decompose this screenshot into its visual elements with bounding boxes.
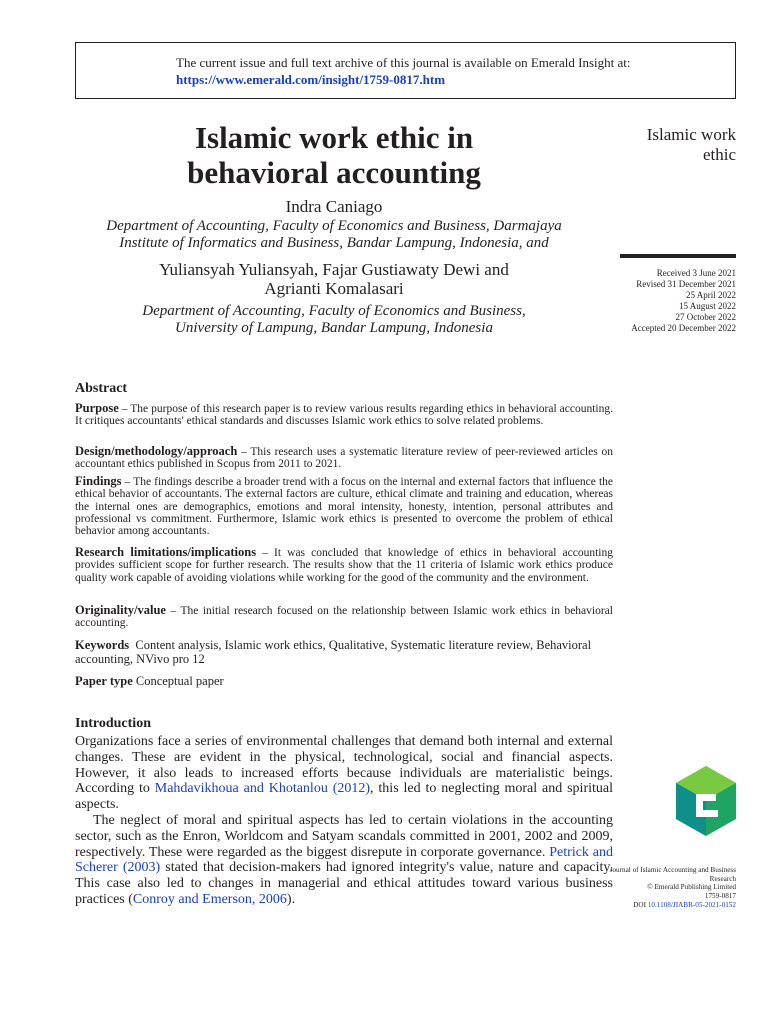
paper-title: [75, 120, 593, 190]
divider-rule: [620, 254, 736, 258]
citation-petrick-link[interactable]: Petrick and Scherer (2003): [75, 844, 613, 876]
introduction-heading: Introduction: [75, 716, 151, 731]
journal-copyright: © Emerald Publishing Limited: [647, 883, 736, 892]
running-head-line-2: ethic: [702, 145, 736, 164]
doi-link[interactable]: 10.1108/JIABR-05-2021-0152: [647, 900, 736, 909]
findings-text: – The findings describe a broader trend with a focus on the internal and external factors that influence the ethical behavior of accountants. The external factors are culture, ethical climate and training and education, whereas the internal ones are demographics, emotions and moral intensity, honesty, intention, personal attributes and professional vs commitment. Furthermore, Islamic work ethics is presented to overcome the problem of ethical behavior among accountants.: [75, 476, 613, 538]
date-revised: Revised 31 December 2021: [636, 278, 736, 289]
title-line-1: Islamic work ethic in: [194, 120, 474, 155]
design-label: Design/methodology/approach: [75, 444, 238, 458]
abstract-heading: Abstract: [75, 381, 128, 396]
doi-label: DOI: [633, 900, 648, 909]
abstract-limitations: [75, 546, 613, 584]
intro-p2-text-a: The neglect of moral and spiritual aspects has led to certain violations in the accounting sector, such as the Enron, Worldcom and Satyam scandals committed in 2001, 2002 and 2009, respectively. These were regarded as the biggest disrepute in corporate governance.: [75, 813, 613, 860]
abstract-findings: [75, 475, 613, 537]
affiliation-1-line-1: Department of Accounting, Faculty of Economics and Business, Darmajaya: [106, 218, 562, 234]
paper-type: [75, 674, 613, 688]
date-revised-2: 25 April 2022: [685, 289, 736, 300]
intro-paragraph-1: [75, 734, 613, 813]
keywords-text: Content analysis, Islamic work ethics, Qualitative, Systematic literature review, Behavioral accounting, NVivo pro 12: [75, 638, 592, 666]
date-revised-3: 15 August 2022: [678, 300, 736, 311]
archive-notice-text: The current issue and full text archive of this journal is available on Emerald Insight at:: [176, 55, 631, 70]
intro-p1-text-a: Organizations face a series of environmental challenges that demand both internal and external changes. These are evident in the physical, technological, social and financial aspects. However, it also leads to increased efforts because individuals are materialistic beings. According to: [75, 734, 613, 797]
authors-2-line-2: Agrianti Komalasari: [264, 279, 404, 298]
findings-label: Findings: [75, 474, 122, 488]
limitations-text: – It was concluded that knowledge of ethics in behavioral accounting provides sufficient scope for further research. The results show that the 11 criteria of Islamic work ethics produce quality work capable of avoiding violations while working for the good of the community and the environment.: [75, 547, 613, 584]
purpose-label: Purpose: [75, 401, 119, 415]
keywords-label: Keywords: [75, 638, 130, 652]
archive-notice-box: [75, 42, 736, 99]
abstract-originality: [75, 604, 613, 630]
purpose-text: – The purpose of this research paper is to review various results regarding ethics in behavioral accounting. It critiques accountants' ethical standards and discusses Islamic work ethics to solve related problems.: [75, 403, 613, 428]
affiliation-1: [75, 218, 593, 252]
abstract-design: [75, 445, 613, 471]
limitations-label: Research limitations/implications: [75, 545, 257, 559]
design-text: – This research uses a systematic literature review of peer-reviewed articles on accountant ethics published in Scopus from 2011 to 2021.: [75, 446, 613, 471]
running-head-line-1: Islamic work: [646, 125, 736, 144]
authors-2: [75, 260, 593, 298]
title-line-2: behavioral accounting: [187, 155, 481, 190]
affiliation-1-line-2: Institute of Informatics and Business, Bandar Lampung, Indonesia, and: [119, 235, 549, 251]
citation-conroy-link[interactable]: Conroy and Emerson, 2006: [132, 891, 287, 907]
date-accepted: Accepted 20 December 2022: [631, 322, 736, 333]
intro-p2-text-c: ).: [286, 891, 296, 907]
intro-p1-text-b: , this led to neglecting moral and spiritual aspects.: [75, 781, 613, 813]
affiliation-2: [75, 303, 593, 337]
citation-mahdavikhoua-link[interactable]: Mahdavikhoua and Khotanlou (2012): [154, 781, 371, 797]
date-received: Received 3 June 2021: [656, 268, 736, 278]
journal-name: Journal of Islamic Accounting and Business Research: [609, 866, 736, 883]
abstract-purpose: [75, 402, 613, 428]
emerald-logo-icon: [676, 766, 736, 836]
affiliation-2-line-1: Department of Accounting, Faculty of Economics and Business,: [142, 303, 526, 319]
journal-info: [596, 866, 736, 910]
running-head: [647, 125, 736, 165]
paper-type-text: Conceptual paper: [135, 674, 224, 688]
originality-label: Originality/value: [75, 603, 166, 617]
author-1: Indra Caniago: [285, 197, 383, 216]
submission-dates: [631, 268, 736, 333]
paper-type-label: Paper type: [75, 674, 133, 688]
keywords: [75, 638, 613, 666]
originality-text: – The initial research focused on the relationship between Islamic work ethics in behavioral accounting.: [75, 605, 613, 630]
journal-url-link[interactable]: https://www.emerald.com/insight/1759-0817.htm: [176, 72, 446, 87]
authors-2-line-1: Yuliansyah Yuliansyah, Fajar Gustiawaty Dewi and: [159, 260, 509, 279]
intro-paragraph-2: [75, 813, 613, 908]
journal-doi: [596, 901, 736, 910]
emerald-logo: [676, 766, 736, 836]
intro-p2-text-b: stated that decision-makers had ignored integrity's value, nature and capacity. This case also led to changes in managerial and ethical attitudes toward various business practices (: [75, 860, 614, 907]
affiliation-2-line-2: University of Lampung, Bandar Lampung, Indonesia: [175, 320, 493, 336]
journal-issn: 1759-0817: [704, 892, 736, 901]
date-revised-4: 27 October 2022: [675, 311, 736, 322]
